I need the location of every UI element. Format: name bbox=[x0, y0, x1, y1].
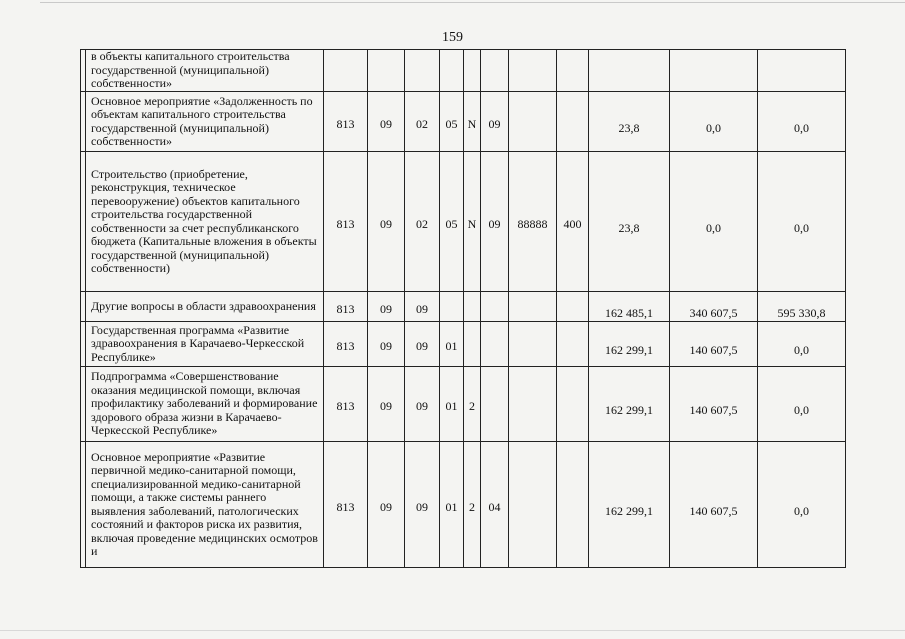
cell-section: 09 bbox=[368, 92, 405, 152]
table-row bbox=[81, 442, 846, 568]
cell-amount-1: 162 299,1 bbox=[589, 442, 670, 568]
cell-amount-1: 23,8 bbox=[589, 92, 670, 152]
cell-amount-1: 23,8 bbox=[589, 152, 670, 292]
cell-amount-2 bbox=[670, 50, 758, 92]
cell-subprogram-letter: 2 bbox=[464, 442, 481, 568]
cell-expense-type bbox=[557, 442, 589, 568]
cell-subprogram-letter bbox=[464, 292, 481, 322]
cell-subprogram-letter bbox=[464, 50, 481, 92]
cell-direction bbox=[509, 292, 557, 322]
table-row bbox=[81, 322, 846, 367]
cell-event bbox=[481, 292, 509, 322]
cell-section: 09 bbox=[368, 322, 405, 367]
cell-section: 09 bbox=[368, 292, 405, 322]
cell-program: 05 bbox=[440, 92, 464, 152]
cell-amount-2: 0,0 bbox=[670, 92, 758, 152]
cell-section: 09 bbox=[368, 442, 405, 568]
cell-subprogram-letter: N bbox=[464, 152, 481, 292]
cell-code: 813 bbox=[324, 442, 368, 568]
cell-amount-3: 0,0 bbox=[758, 92, 846, 152]
row-name-text: Подпрограмма «Совершенствование оказания медицинской помощи, включая профилактику заболеваний и формирование здорового образа жизни в Карачаево-Черкесской Республике» bbox=[91, 369, 318, 438]
cell-subprogram-letter: 2 bbox=[464, 367, 481, 442]
cell-amount-2: 140 607,5 bbox=[670, 442, 758, 568]
cell-code: 813 bbox=[324, 367, 368, 442]
cell-subprogram-letter: N bbox=[464, 92, 481, 152]
cell-event bbox=[481, 322, 509, 367]
cell-amount-3: 0,0 bbox=[758, 367, 846, 442]
row-name-text: в объекты капитального строительства государственной (муниципальной) собственности» bbox=[91, 49, 290, 91]
cell-subsection: 09 bbox=[405, 292, 440, 322]
cell-expense-type bbox=[557, 50, 589, 92]
cell-name bbox=[86, 50, 324, 92]
cell-code: 813 bbox=[324, 152, 368, 292]
cell-code bbox=[324, 50, 368, 92]
row-name-text: Основное мероприятие «Развитие первичной медико-санитарной помощи, специализированной медико-санитарной помощи, а также системы раннего выявления заболеваний, патологических состояний и факторов риска их развития, включая проведение медицинских осмотров и bbox=[91, 449, 318, 558]
cell-expense-type: 400 bbox=[557, 152, 589, 292]
cell-amount-3 bbox=[758, 50, 846, 92]
cell-subsection bbox=[405, 50, 440, 92]
table-row bbox=[81, 152, 846, 292]
cell-subsection: 02 bbox=[405, 152, 440, 292]
row-name-text: Основное мероприятие «Задолженность по объектам капитального строительства государственной (муниципальной) собственности» bbox=[91, 93, 313, 148]
cell-event bbox=[481, 50, 509, 92]
cell-direction bbox=[509, 50, 557, 92]
cell-subsection: 09 bbox=[405, 442, 440, 568]
cell-amount-2: 0,0 bbox=[670, 152, 758, 292]
cell-name bbox=[86, 367, 324, 442]
cell-amount-1 bbox=[589, 50, 670, 92]
cell-direction bbox=[509, 442, 557, 568]
table-row bbox=[81, 367, 846, 442]
cell-event bbox=[481, 367, 509, 442]
cell-expense-type bbox=[557, 367, 589, 442]
cell-event: 09 bbox=[481, 92, 509, 152]
scan-edge-bottom bbox=[0, 630, 905, 631]
table-row bbox=[81, 50, 846, 92]
row-name-text: Другие вопросы в области здравоохранения bbox=[91, 298, 316, 313]
cell-direction bbox=[509, 322, 557, 367]
cell-subsection: 09 bbox=[405, 322, 440, 367]
cell-subsection: 09 bbox=[405, 367, 440, 442]
cell-amount-2: 140 607,5 bbox=[670, 367, 758, 442]
budget-table bbox=[80, 49, 846, 568]
cell-code: 813 bbox=[324, 322, 368, 367]
cell-direction: 88888 bbox=[509, 152, 557, 292]
cell-subprogram-letter bbox=[464, 322, 481, 367]
cell-section bbox=[368, 50, 405, 92]
table-row bbox=[81, 292, 846, 322]
cell-section: 09 bbox=[368, 367, 405, 442]
cell-amount-1: 162 299,1 bbox=[589, 367, 670, 442]
cell-amount-3: 0,0 bbox=[758, 322, 846, 367]
row-name-text: Строительство (приобретение, реконструкция, техническое перевооружение) объектов капитального строительства государственной собственности за счет республиканского бюджета (Капитальные вложения в объекты государственной (муниципальной) собственности) bbox=[91, 166, 317, 275]
cell-expense-type bbox=[557, 322, 589, 367]
cell-event: 09 bbox=[481, 152, 509, 292]
cell-name bbox=[86, 92, 324, 152]
cell-name bbox=[86, 322, 324, 367]
page-number: 159 bbox=[442, 30, 463, 45]
cell-amount-3: 595 330,8 bbox=[758, 292, 846, 322]
cell-direction bbox=[509, 92, 557, 152]
cell-name bbox=[86, 292, 324, 322]
scan-edge-top bbox=[40, 2, 905, 3]
cell-code: 813 bbox=[324, 92, 368, 152]
cell-section: 09 bbox=[368, 152, 405, 292]
cell-amount-1: 162 485,1 bbox=[589, 292, 670, 322]
cell-amount-3: 0,0 bbox=[758, 152, 846, 292]
cell-program: 01 bbox=[440, 442, 464, 568]
cell-code: 813 bbox=[324, 292, 368, 322]
cell-event: 04 bbox=[481, 442, 509, 568]
table-row bbox=[81, 92, 846, 152]
cell-program bbox=[440, 292, 464, 322]
cell-program: 01 bbox=[440, 367, 464, 442]
cell-name bbox=[86, 152, 324, 292]
cell-program: 01 bbox=[440, 322, 464, 367]
cell-name bbox=[86, 442, 324, 568]
cell-program: 05 bbox=[440, 152, 464, 292]
cell-subsection: 02 bbox=[405, 92, 440, 152]
row-name-text: Государственная программа «Развитие здравоохранения в Карачаево-Черкесской Республике» bbox=[91, 322, 305, 364]
cell-amount-3: 0,0 bbox=[758, 442, 846, 568]
cell-expense-type bbox=[557, 92, 589, 152]
cell-program bbox=[440, 50, 464, 92]
cell-direction bbox=[509, 367, 557, 442]
cell-amount-1: 162 299,1 bbox=[589, 322, 670, 367]
cell-amount-2: 140 607,5 bbox=[670, 322, 758, 367]
cell-expense-type bbox=[557, 292, 589, 322]
cell-amount-2: 340 607,5 bbox=[670, 292, 758, 322]
